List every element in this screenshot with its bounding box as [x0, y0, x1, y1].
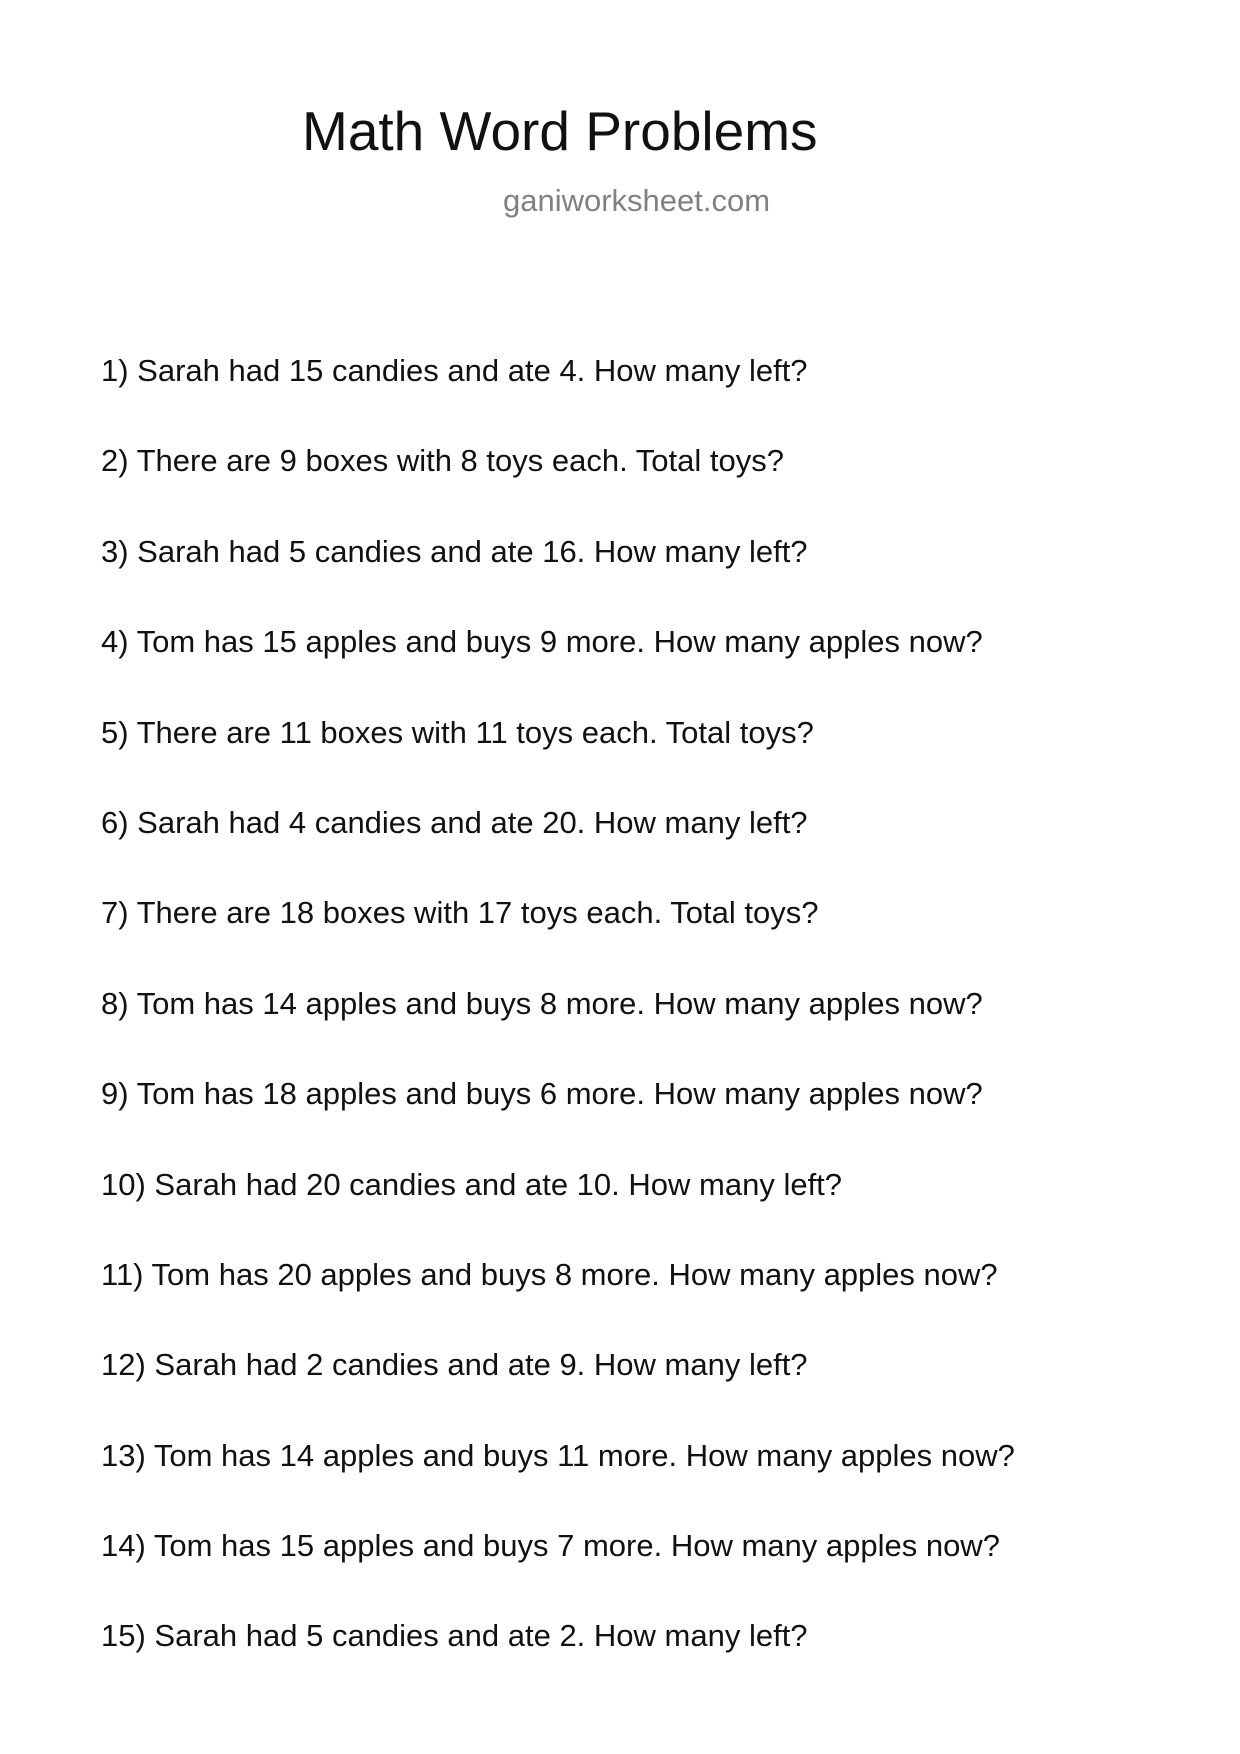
problem-item: 3) Sarah had 5 candies and ate 16. How many left? [101, 533, 808, 569]
problem-item: 12) Sarah had 2 candies and ate 9. How many left? [101, 1347, 808, 1383]
problem-item: 8) Tom has 14 apples and buys 8 more. How many apples now? [101, 985, 983, 1021]
site-url: ganiworksheet.com [503, 183, 771, 218]
problem-item: 15) Sarah had 5 candies and ate 2. How many left? [101, 1618, 808, 1654]
problem-item: 13) Tom has 14 apples and buys 11 more. How many apples now? [101, 1437, 1015, 1473]
problem-item: 7) There are 18 boxes with 17 toys each. Total toys? [101, 895, 819, 931]
problem-item: 14) Tom has 15 apples and buys 7 more. How many apples now? [101, 1528, 1000, 1564]
problem-item: 10) Sarah had 20 candies and ate 10. How many left? [101, 1166, 843, 1202]
problem-item: 1) Sarah had 15 candies and ate 4. How many left? [101, 353, 808, 388]
problem-item: 4) Tom has 15 apples and buys 9 more. How many apples now? [101, 624, 983, 660]
problem-item: 2) There are 9 boxes with 8 toys each. Total toys? [101, 443, 784, 479]
page-title: Math Word Problems [302, 100, 818, 162]
problem-item: 6) Sarah had 4 candies and ate 20. How many left? [101, 804, 808, 840]
problem-item: 11) Tom has 20 apples and buys 8 more. How many apples now? [101, 1256, 998, 1292]
problem-item: 5) There are 11 boxes with 11 toys each. Total toys? [101, 714, 814, 750]
problem-item: 9) Tom has 18 apples and buys 6 more. How many apples now? [101, 1076, 983, 1112]
problem-list [101, 349, 1015, 1705]
